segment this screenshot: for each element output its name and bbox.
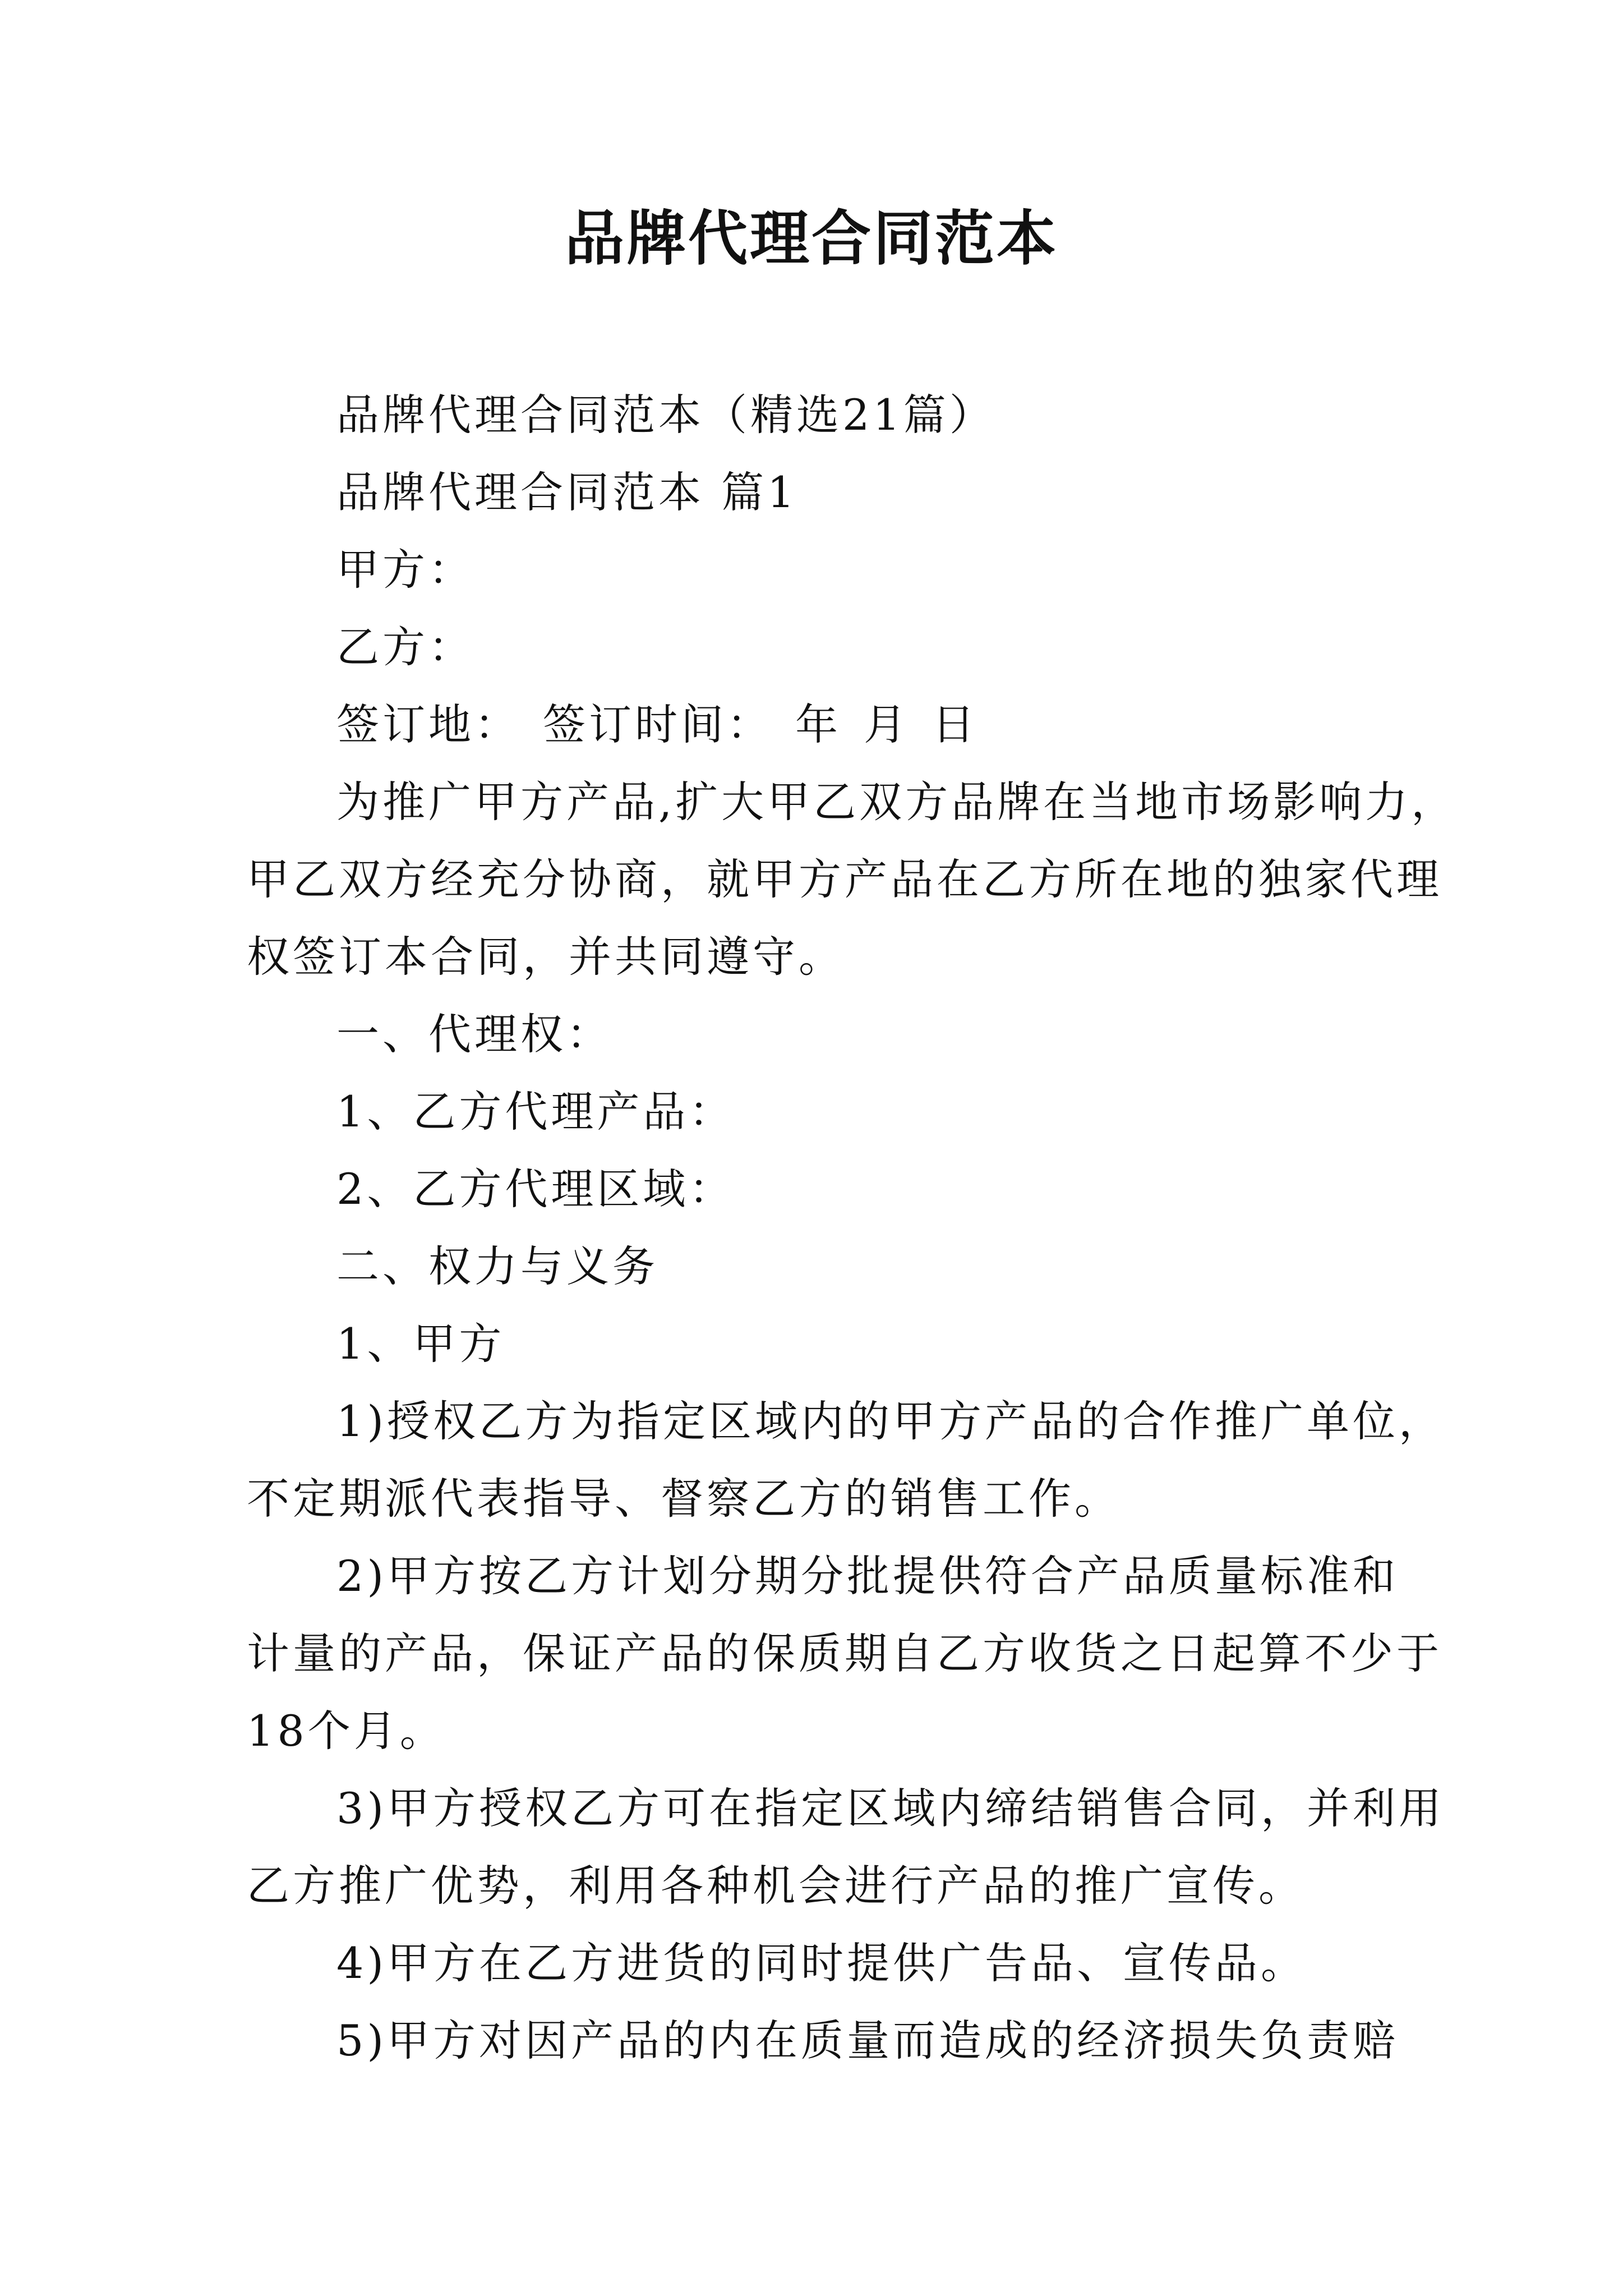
- paragraph-line: 3)甲方授权乙方可在指定区域内缔结销售合同，并利用: [336, 1783, 1445, 1833]
- paragraph-line: 甲乙双方经充分协商，就甲方产品在乙方所在地的独家代理: [247, 854, 1442, 904]
- section-heading: 品牌代理合同范本 篇1: [336, 467, 798, 517]
- paragraph-line: 计量的产品，保证产品的保质期自乙方收货之日起算不少于: [247, 1628, 1442, 1678]
- paragraph-line: 为推广甲方产品,扩大甲乙双方品牌在当地市场影响力，: [336, 777, 1458, 827]
- signing-place-label: 签订地：: [336, 700, 520, 749]
- signing-info-line: [336, 697, 978, 753]
- clause-subheading: 1、甲方: [336, 1319, 505, 1369]
- clause-heading: 一、代理权：: [336, 1009, 612, 1059]
- paragraph-line: 1)授权乙方为指定区域内的甲方产品的合作推广单位，: [336, 1396, 1445, 1446]
- document-title: 品牌代理合同范本: [565, 203, 1058, 273]
- paragraph-line: 乙方推广优势，利用各种机会进行产品的推广宣传。: [247, 1861, 1304, 1911]
- paragraph-line: 不定期派代表指导、督察乙方的销售工作。: [247, 1474, 1121, 1524]
- paragraph-line: 权签订本合同，并共同遵守。: [247, 932, 845, 982]
- clause-item: 1、乙方代理产品：: [336, 1087, 735, 1137]
- paragraph-line: 5)甲方对因产品的内在质量而造成的经济损失负责赔: [336, 2016, 1399, 2065]
- month-label: 月: [864, 700, 910, 749]
- paragraph-line: 2)甲方按乙方计划分期分批提供符合产品质量标准和: [336, 1551, 1399, 1601]
- day-label: 日: [932, 700, 978, 749]
- signing-time-label: 签订时间：: [543, 700, 773, 749]
- paragraph-line: 18个月。: [247, 1706, 446, 1756]
- clause-item: 2、乙方代理区域：: [336, 1164, 735, 1214]
- subtitle-line: 品牌代理合同范本（精选21篇）: [336, 390, 995, 440]
- party-a-label: 甲方：: [336, 545, 474, 595]
- clause-heading: 二、权力与义务: [336, 1241, 658, 1291]
- paragraph-line: 4)甲方在乙方进货的同时提供广告品、宣传品。: [336, 1938, 1307, 1988]
- year-label: 年: [795, 700, 841, 749]
- party-b-label: 乙方：: [336, 622, 474, 672]
